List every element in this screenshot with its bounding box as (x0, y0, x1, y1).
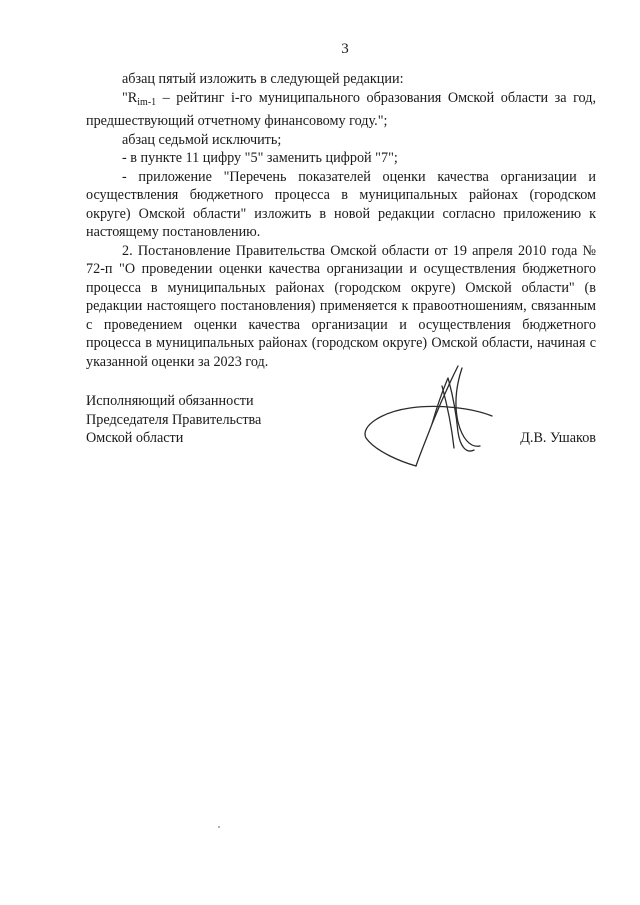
paragraph-4: - в пункте 11 цифру "5" заменить цифрой "7"; (122, 150, 398, 166)
signer-position-line-2: Председателя Правительства (86, 411, 262, 428)
paragraph-3: абзац седьмой исключить; (122, 131, 282, 148)
paragraph-5: - приложение "Перечень показателей оценки качества организации и осуществления бюджетного процесса в муниципальных районах (городском округе) Омской области" изложить в новой редакции согласно приложению к настоящему постановлению. (86, 168, 596, 240)
paragraph-6: 2. Постановление Правительства Омской области от 19 апреля 2010 года № 72-п "О проведении оценки качества организации и осуществления бюджетного процесса в муниципальных районах (городском округе) Омской области" (в редакции настоящего постановления) применяется к правоотношениям, связанным с проведением оценки качества организации и осуществления бюджетного процесса в муниципальных районах (городском округе) Омской области, начиная с указанной оценки за 2023 год. (86, 242, 596, 370)
paragraph-2-subscript: im-1 (137, 96, 157, 108)
paragraph-2-quote: "R (122, 89, 138, 106)
paragraph-2 (86, 89, 596, 131)
signer-position-line-1: Исполняющий обязанности (86, 393, 254, 409)
signer-position-line-3: Омской области (86, 430, 184, 446)
handwritten-signature (362, 362, 502, 472)
signature-block (86, 392, 596, 482)
signer-name: Д.В. Ушаков (520, 430, 596, 446)
page-number: 3 (341, 41, 349, 57)
document-body (86, 70, 596, 371)
scan-artifact (218, 826, 220, 828)
paragraph-2-text: – рейтинг i-го муниципального образования Омской области за год, предшествующий отчетному финансовому году."; (86, 89, 596, 129)
paragraph-1: абзац пятый изложить в следующей редакции: (122, 71, 404, 87)
